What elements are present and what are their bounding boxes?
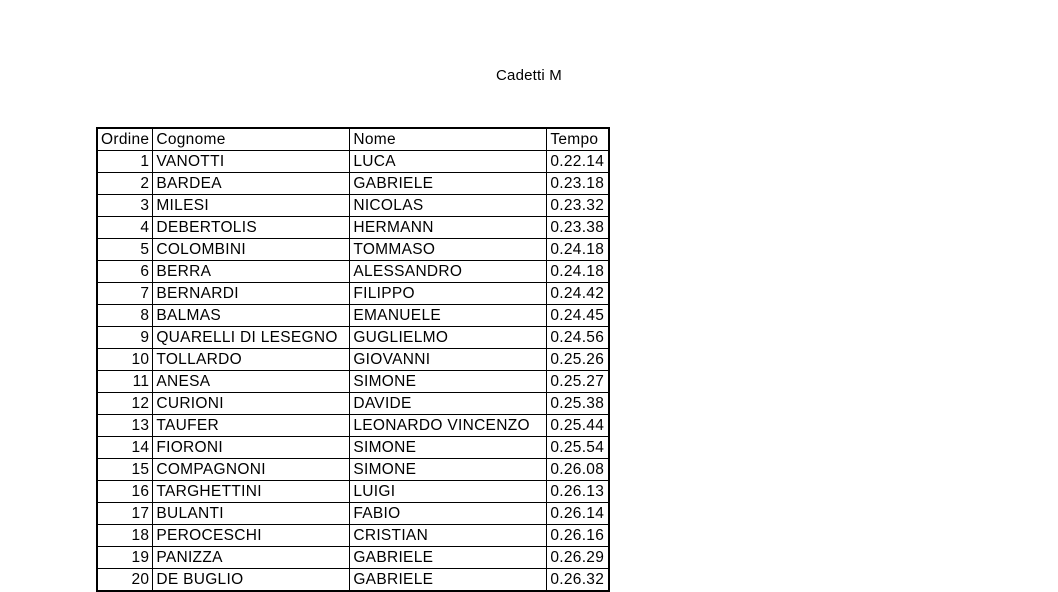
cell-nome: GABRIELE: [350, 547, 547, 569]
cell-ordine: 13: [97, 415, 153, 437]
cell-ordine: 17: [97, 503, 153, 525]
table-body: [97, 151, 609, 592]
table-row: [97, 415, 609, 437]
cell-cognome: QUARELLI DI LESEGNO: [153, 327, 350, 349]
cell-nome: FILIPPO: [350, 283, 547, 305]
cell-tempo: 0.24.56: [547, 327, 609, 349]
cell-nome: GABRIELE: [350, 569, 547, 592]
cell-cognome: DE BUGLIO: [153, 569, 350, 592]
cell-ordine: 1: [97, 151, 153, 173]
cell-nome: GABRIELE: [350, 173, 547, 195]
cell-ordine: 14: [97, 437, 153, 459]
table-header-row: [97, 128, 609, 151]
cell-tempo: 0.22.14: [547, 151, 609, 173]
cell-nome: CRISTIAN: [350, 525, 547, 547]
cell-tempo: 0.26.14: [547, 503, 609, 525]
cell-ordine: 10: [97, 349, 153, 371]
cell-tempo: 0.26.08: [547, 459, 609, 481]
cell-nome: HERMANN: [350, 217, 547, 239]
column-header-tempo: Tempo: [547, 128, 609, 151]
cell-nome: DAVIDE: [350, 393, 547, 415]
column-header-cognome: Cognome: [153, 128, 350, 151]
cell-ordine: 8: [97, 305, 153, 327]
cell-tempo: 0.25.54: [547, 437, 609, 459]
cell-cognome: BERRA: [153, 261, 350, 283]
cell-tempo: 0.23.18: [547, 173, 609, 195]
table-row: [97, 503, 609, 525]
cell-tempo: 0.26.29: [547, 547, 609, 569]
cell-tempo: 0.24.18: [547, 239, 609, 261]
cell-tempo: 0.25.27: [547, 371, 609, 393]
cell-ordine: 9: [97, 327, 153, 349]
cell-ordine: 15: [97, 459, 153, 481]
table-row: [97, 547, 609, 569]
table-row: [97, 459, 609, 481]
cell-nome: SIMONE: [350, 437, 547, 459]
cell-ordine: 12: [97, 393, 153, 415]
cell-ordine: 5: [97, 239, 153, 261]
cell-ordine: 19: [97, 547, 153, 569]
cell-nome: LUCA: [350, 151, 547, 173]
table-row: [97, 173, 609, 195]
cell-cognome: BERNARDI: [153, 283, 350, 305]
cell-cognome: BALMAS: [153, 305, 350, 327]
cell-tempo: 0.24.45: [547, 305, 609, 327]
cell-nome: SIMONE: [350, 371, 547, 393]
cell-cognome: TOLLARDO: [153, 349, 350, 371]
cell-nome: GIOVANNI: [350, 349, 547, 371]
cell-tempo: 0.24.18: [547, 261, 609, 283]
cell-nome: ALESSANDRO: [350, 261, 547, 283]
cell-ordine: 11: [97, 371, 153, 393]
cell-nome: GUGLIELMO: [350, 327, 547, 349]
cell-cognome: BARDEA: [153, 173, 350, 195]
table-row: [97, 327, 609, 349]
cell-tempo: 0.26.16: [547, 525, 609, 547]
table-row: [97, 481, 609, 503]
cell-ordine: 7: [97, 283, 153, 305]
cell-nome: LEONARDO VINCENZO: [350, 415, 547, 437]
cell-tempo: 0.23.32: [547, 195, 609, 217]
cell-nome: TOMMASO: [350, 239, 547, 261]
table-row: [97, 371, 609, 393]
table-row: [97, 349, 609, 371]
cell-cognome: COLOMBINI: [153, 239, 350, 261]
cell-cognome: DEBERTOLIS: [153, 217, 350, 239]
table-row: [97, 437, 609, 459]
cell-cognome: TAUFER: [153, 415, 350, 437]
cell-nome: EMANUELE: [350, 305, 547, 327]
cell-tempo: 0.26.32: [547, 569, 609, 592]
cell-cognome: TARGHETTINI: [153, 481, 350, 503]
table-row: [97, 151, 609, 173]
results-table: [96, 127, 610, 592]
cell-ordine: 3: [97, 195, 153, 217]
cell-ordine: 6: [97, 261, 153, 283]
table-row: [97, 217, 609, 239]
cell-cognome: ANESA: [153, 371, 350, 393]
table-row: [97, 525, 609, 547]
cell-tempo: 0.25.44: [547, 415, 609, 437]
cell-tempo: 0.25.38: [547, 393, 609, 415]
table-row: [97, 261, 609, 283]
cell-cognome: CURIONI: [153, 393, 350, 415]
cell-tempo: 0.26.13: [547, 481, 609, 503]
column-header-nome: Nome: [350, 128, 547, 151]
cell-cognome: COMPAGNONI: [153, 459, 350, 481]
cell-tempo: 0.24.42: [547, 283, 609, 305]
cell-ordine: 20: [97, 569, 153, 592]
table-row: [97, 195, 609, 217]
cell-ordine: 16: [97, 481, 153, 503]
cell-nome: LUIGI: [350, 481, 547, 503]
cell-cognome: PANIZZA: [153, 547, 350, 569]
cell-cognome: BULANTI: [153, 503, 350, 525]
cell-tempo: 0.25.26: [547, 349, 609, 371]
cell-ordine: 2: [97, 173, 153, 195]
table-row: [97, 239, 609, 261]
cell-cognome: MILESI: [153, 195, 350, 217]
page-title: Cadetti M: [496, 67, 562, 84]
table-row: [97, 305, 609, 327]
table-row: [97, 283, 609, 305]
cell-ordine: 4: [97, 217, 153, 239]
cell-cognome: FIORONI: [153, 437, 350, 459]
cell-nome: FABIO: [350, 503, 547, 525]
column-header-ordine: Ordine: [97, 128, 153, 151]
cell-cognome: VANOTTI: [153, 151, 350, 173]
cell-cognome: PEROCESCHI: [153, 525, 350, 547]
cell-nome: SIMONE: [350, 459, 547, 481]
cell-tempo: 0.23.38: [547, 217, 609, 239]
cell-nome: NICOLAS: [350, 195, 547, 217]
cell-ordine: 18: [97, 525, 153, 547]
table-row: [97, 393, 609, 415]
